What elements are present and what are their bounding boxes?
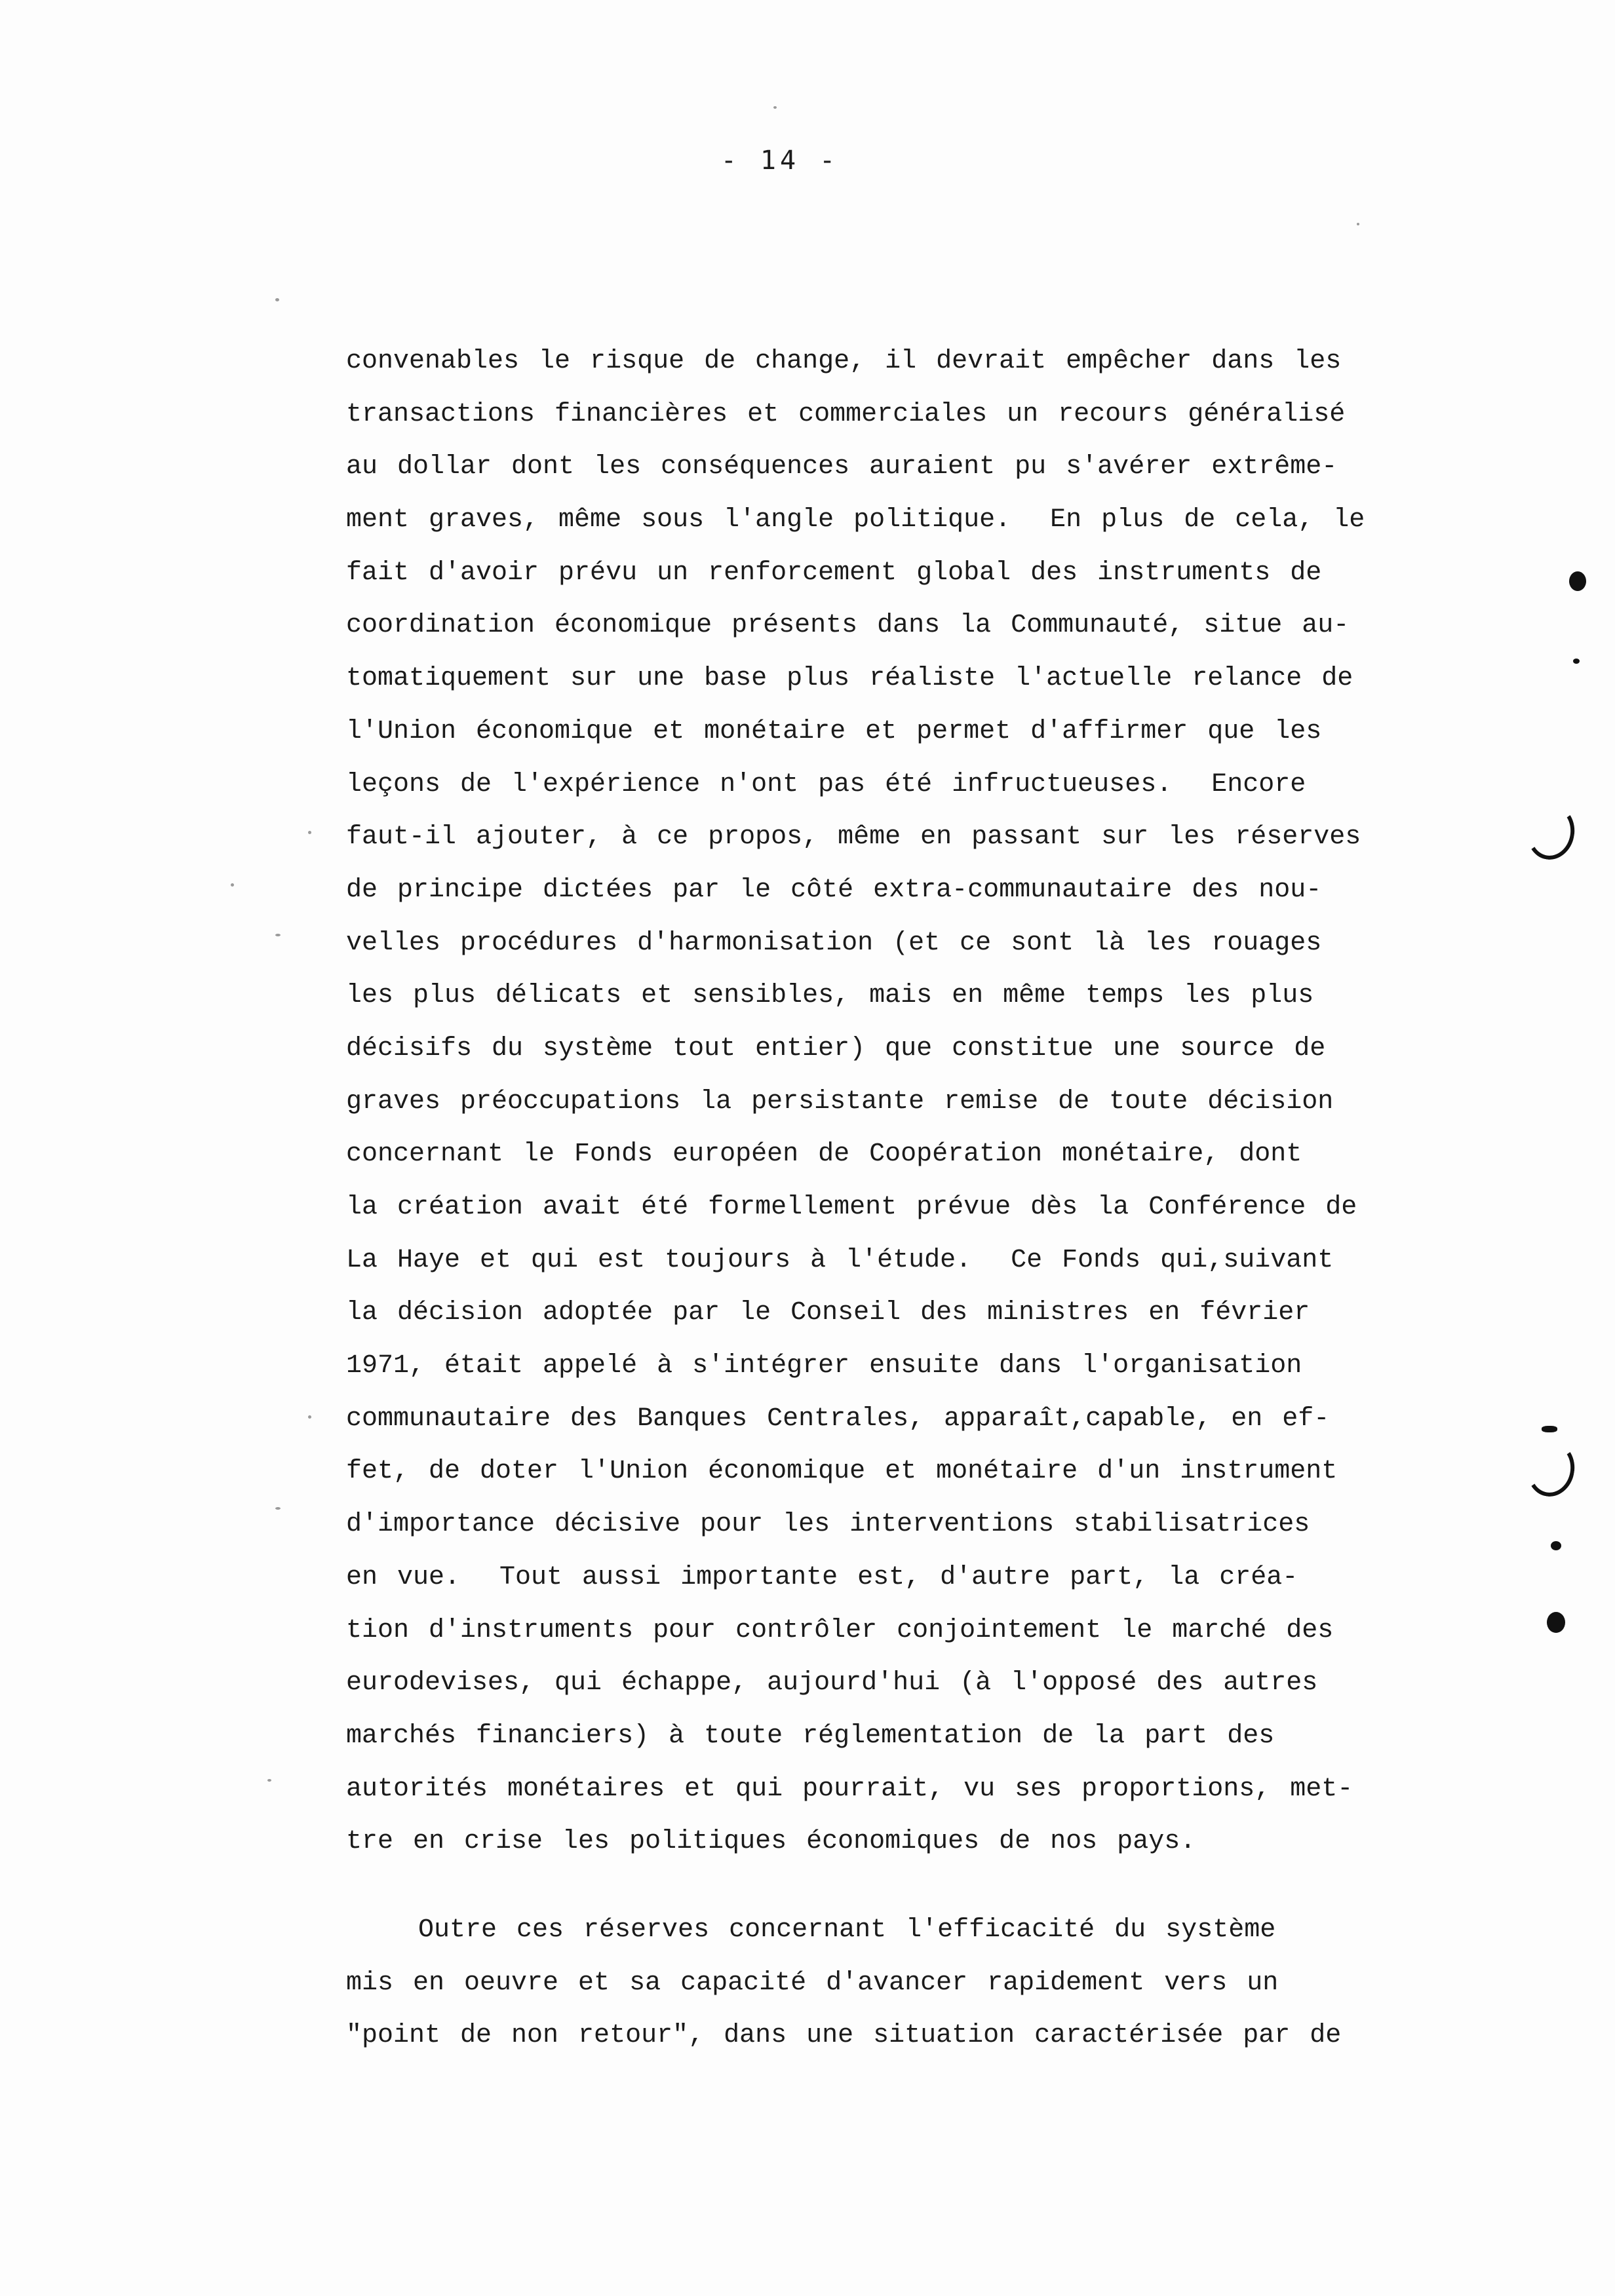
text-line: Outre ces réserves concernant l'efficacité du système	[418, 1915, 1276, 1945]
paragraph-2	[346, 1904, 1369, 2063]
text-line: au dollar dont les conséquences auraient pu s'avérer extrême-	[346, 452, 1338, 482]
text-line: l'Union économique et monétaire et permet d'affirmer que les	[346, 716, 1322, 746]
text-line: fet, de doter l'Union économique et monétaire d'un instrument	[346, 1457, 1338, 1487]
text-line: leçons de l'expérience n'ont pas été infructueuses. Encore	[346, 769, 1306, 799]
text-line: tomatiquement sur une base plus réaliste l'actuelle relance de	[346, 664, 1353, 694]
text-line: de principe dictées par le côté extra-communautaire des nou-	[346, 875, 1322, 905]
scan-speck	[275, 298, 279, 301]
scan-speck	[275, 934, 281, 936]
scan-dot-mark	[1551, 1541, 1561, 1550]
scan-speck	[231, 883, 234, 887]
scan-speck	[1357, 223, 1359, 225]
scan-speck	[308, 831, 311, 834]
text-line: transactions financières et commerciales un recours généralisé	[346, 399, 1346, 429]
text-line: autorités monétaires et qui pourrait, vu ses proportions, met-	[346, 1774, 1353, 1804]
text-line: velles procédures d'harmonisation (et ce sont là les rouages	[346, 928, 1322, 958]
text-line: fait d'avoir prévu un renforcement global des instruments de	[346, 558, 1322, 588]
scan-arc-mark	[1523, 1438, 1578, 1500]
text-line: d'importance décisive pour les interventions stabilisatrices	[346, 1510, 1310, 1540]
text-line: faut-il ajouter, à ce propos, même en passant sur les réserves	[346, 822, 1361, 852]
scan-dot-mark	[1542, 1426, 1557, 1432]
text-line: La Haye et qui est toujours à l'étude. Ce Fonds qui,suivant	[346, 1245, 1334, 1275]
text-line: 1971, était appelé à s'intégrer ensuite dans l'organisation	[346, 1351, 1302, 1381]
text-line: la décision adoptée par le Conseil des ministres en février	[346, 1298, 1310, 1328]
text-line: décisifs du système tout entier) que constitue une source de	[346, 1033, 1326, 1063]
text-line: communautaire des Banques Centrales, apparaît,capable, en ef-	[346, 1404, 1330, 1434]
text-line: les plus délicats et sensibles, mais en même temps les plus	[346, 981, 1314, 1011]
scan-dot-mark	[1573, 659, 1580, 664]
text-line: "point de non retour", dans une situation caractérisée par de	[346, 2021, 1342, 2051]
text-line: convenables le risque de change, il devrait empêcher dans les	[346, 347, 1342, 376]
scan-dot-mark	[1569, 571, 1586, 591]
paragraph-1	[346, 335, 1369, 1869]
scan-arc-mark	[1523, 801, 1578, 863]
text-line: graves préoccupations la persistante remise de toute décision	[346, 1086, 1334, 1117]
text-line: coordination économique présents dans la Communauté, situe au-	[346, 611, 1350, 641]
scan-speck	[267, 1779, 271, 1782]
text-line: en vue. Tout aussi importante est, d'autre part, la créa-	[346, 1562, 1298, 1592]
text-line: ment graves, même sous l'angle politique. En plus de cela, le	[346, 505, 1365, 535]
scan-speck	[275, 1507, 281, 1510]
text-line: mis en oeuvre et sa capacité d'avancer rapidement vers un	[346, 1968, 1279, 1998]
scan-speck	[308, 1415, 311, 1419]
text-line: concernant le Fonds européen de Coopération monétaire, dont	[346, 1139, 1302, 1170]
text-line: tion d'instruments pour contrôler conjointement le marché des	[346, 1615, 1334, 1645]
text-line: la création avait été formellement prévue dès la Conférence de	[346, 1193, 1357, 1222]
page-number: - 14 -	[720, 145, 840, 176]
scan-dot-mark	[1547, 1612, 1565, 1633]
text-line: eurodevises, qui échappe, aujourd'hui (à l'opposé des autres	[346, 1668, 1318, 1698]
scan-speck	[773, 106, 777, 109]
text-line: tre en crise les politiques économiques de nos pays.	[346, 1827, 1196, 1857]
text-line: marchés financiers) à toute réglementation de la part des	[346, 1721, 1275, 1751]
